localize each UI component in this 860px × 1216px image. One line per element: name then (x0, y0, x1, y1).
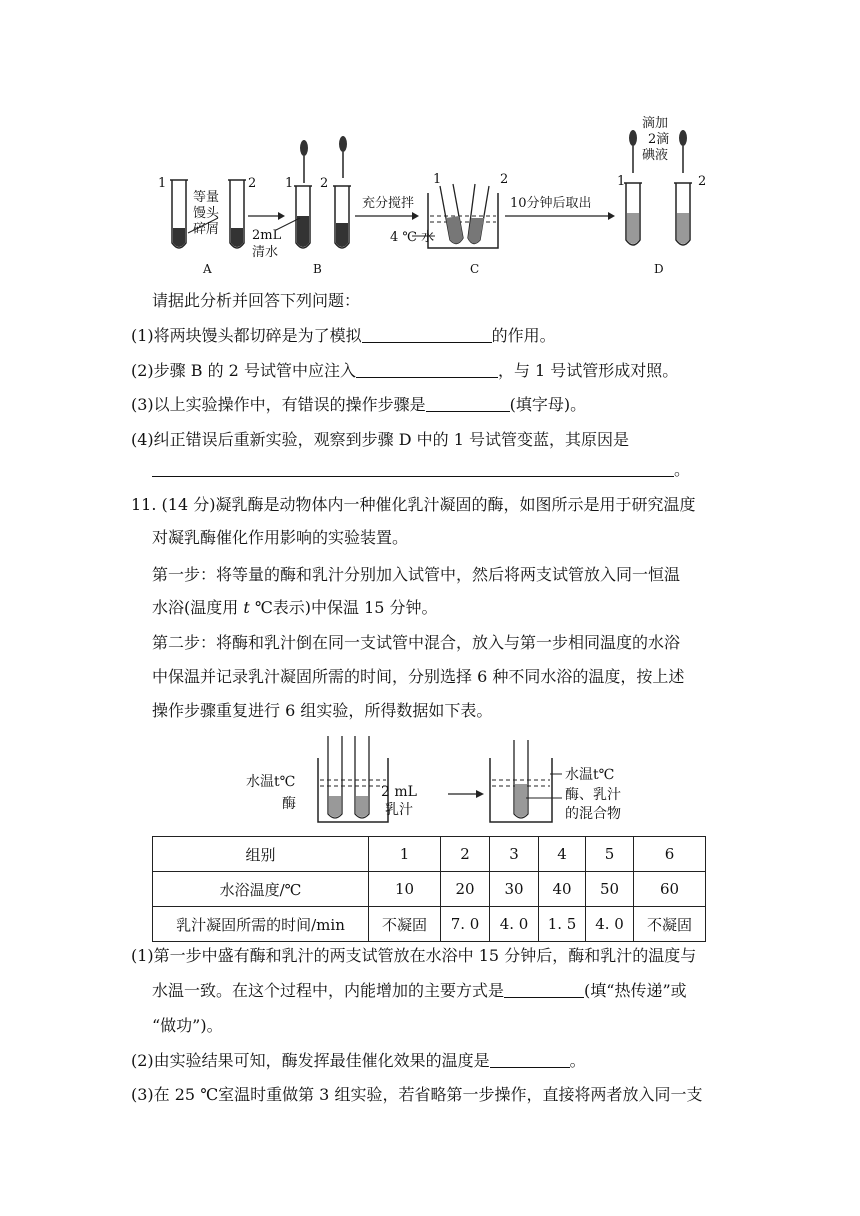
fig1-stir-label: 充分搅拌 (362, 196, 415, 211)
table-cell: 不凝固 (369, 907, 441, 942)
table-cell: 4. 0 (586, 907, 634, 942)
q10-intro: 请据此分析并回答下列问题： (152, 291, 361, 310)
fig1-tube-number-D1: 1 (617, 174, 626, 189)
table-cell: 40 (539, 872, 586, 907)
q10-question-1: (1)将两块馒头都切碎是为了模拟 的作用。 (131, 326, 556, 345)
q10-question-4: (4)纠正错误后重新实验，观察到步骤 D 中的 1 号试管变蓝，其原因是 (131, 430, 630, 449)
table-cell: 30 (490, 872, 539, 907)
dropper-B1 (300, 140, 308, 183)
tube-D2 (674, 183, 692, 245)
tube-B1 (294, 186, 312, 248)
answer-blank[interactable] (356, 361, 498, 378)
q11-step2-line2: 中保温并记录乳汁凝固所需的时间，分别选择 6 种不同水浴的温度，按上述 (152, 667, 685, 686)
table-cell: 组别 (153, 837, 369, 872)
table-cell: 水浴温度/℃ (153, 872, 369, 907)
fig2-milk-label-2: 乳汁 (385, 802, 413, 818)
fig1-iodine-label-1: 滴加 (642, 116, 669, 131)
fig2-mix-label-2: 的混合物 (565, 806, 621, 822)
fig1-bread-label-1: 等量 (193, 190, 220, 205)
q11-header-line1: 11. (14 分)凝乳酶是动物体内一种催化乳汁凝固的酶，如图所示是用于研究温度 (131, 495, 696, 514)
q11-question-1-line1: (1)第一步中盛有酶和乳汁的两支试管放在水浴中 15 分钟后，酶和乳汁的温度与 (131, 946, 697, 965)
table-cell: 3 (490, 837, 539, 872)
table-row (153, 837, 706, 872)
tube-A1 (170, 180, 188, 248)
table-row (153, 872, 706, 907)
q10-question-4-answer: 。 (152, 460, 690, 480)
fig2-enzyme-label: 酶 (282, 796, 296, 812)
fig1-step-C: C (470, 262, 480, 276)
dropper-D1 (629, 130, 637, 173)
fig1-tube-number-D2: 2 (698, 174, 707, 189)
fig2-right-temp-label: 水温t℃ (565, 767, 615, 783)
q10-question-3: (3)以上实验操作中，有错误的操作步骤是 (填字母)。 (131, 395, 587, 414)
fig1-time-label: 10分钟后取出 (510, 196, 592, 211)
fig1-bread-label-3: 碎屑 (193, 222, 220, 237)
dropper-B2 (339, 136, 347, 178)
table-cell: 20 (441, 872, 490, 907)
q11-question-2: (2)由实验结果可知，酶发挥最佳催化效果的温度是 。 (131, 1051, 586, 1070)
q11-question-1-line3: “做功”)。 (152, 1016, 223, 1035)
q10-question-2: (2)步骤 B 的 2 号试管中应注入 ，与 1 号试管形成对照。 (131, 361, 679, 380)
fig1-bath-label: 4 ℃ 水 (390, 230, 435, 245)
tube-D1 (624, 183, 642, 245)
fig1-step-A: A (203, 262, 212, 276)
q11-question-3-line1: (3)在 25 ℃室温时重做第 3 组实验，若省略第一步操作，直接将两者放入同一支 (131, 1085, 703, 1104)
table-row (153, 907, 706, 942)
fig1-iodine-label-3: 碘液 (642, 148, 669, 163)
table-cell: 10 (369, 872, 441, 907)
fig1-step-D: D (654, 262, 664, 276)
fig1-tube-number-B1: 1 (285, 176, 294, 191)
fig1-tube-number-B2: 2 (320, 176, 329, 191)
fig2-milk-label-1: 2 mL (381, 784, 417, 800)
table-cell: 6 (634, 837, 706, 872)
fig2-water-temp-label: 水温t℃ (246, 774, 296, 790)
digestion-experiment-figure (150, 108, 710, 283)
table-cell: 4. 0 (490, 907, 539, 942)
answer-blank[interactable] (504, 981, 584, 998)
answer-blank[interactable] (490, 1051, 570, 1068)
table-cell: 60 (634, 872, 706, 907)
answer-blank[interactable] (362, 326, 492, 343)
table-cell: 2 (441, 837, 490, 872)
q11-step2-line3: 操作步骤重复进行 6 组实验，所得数据如下表。 (152, 701, 493, 720)
fig1-water-label-1: 2mL (252, 228, 282, 243)
table-cell: 乳汁凝固所需的时间/min (153, 907, 369, 942)
beaker-right (490, 740, 562, 822)
beaker-left (318, 736, 388, 822)
table-cell: 1 (369, 837, 441, 872)
q11-step2-line1: 第二步：将酶和乳汁倒在同一支试管中混合，放入与第一步相同温度的水浴 (152, 633, 681, 652)
tube-A2 (228, 180, 246, 248)
q11-header-line2: 对凝乳酶催化作用影响的实验装置。 (152, 528, 409, 547)
answer-blank[interactable] (426, 395, 510, 412)
table-cell: 1. 5 (539, 907, 586, 942)
fig1-tube-number-2: 2 (248, 176, 257, 191)
tube-B2 (333, 186, 351, 248)
q11-step1-line2: 水浴(温度用 t ℃表示)中保温 15 分钟。 (152, 598, 438, 617)
fig1-tube-number-C2: 2 (500, 172, 509, 187)
fig1-water-label-2: 清水 (252, 245, 279, 260)
answer-blank[interactable] (152, 460, 674, 477)
fig1-iodine-label-2: 2滴 (648, 132, 670, 147)
fig2-mix-label-1: 酶、乳汁 (565, 787, 621, 803)
fig1-tube-number-C1: 1 (433, 172, 442, 187)
table-cell: 50 (586, 872, 634, 907)
dropper-D2 (679, 130, 687, 173)
beaker-C (428, 184, 498, 248)
fig1-bread-label-2: 馒头 (193, 206, 220, 221)
table-cell: 7. 0 (441, 907, 490, 942)
table-cell: 5 (586, 837, 634, 872)
data-table (152, 836, 706, 942)
q11-step1-line1: 第一步：将等量的酶和乳汁分别加入试管中，然后将两支试管放入同一恒温 (152, 565, 681, 584)
fig1-step-B: B (313, 262, 322, 276)
q11-question-1-line2: 水温一致。在这个过程中，内能增加的主要方式是 (填“热传递”或 (152, 981, 687, 1000)
table-cell: 4 (539, 837, 586, 872)
table-cell: 不凝固 (634, 907, 706, 942)
fig1-tube-number-1: 1 (158, 176, 167, 191)
